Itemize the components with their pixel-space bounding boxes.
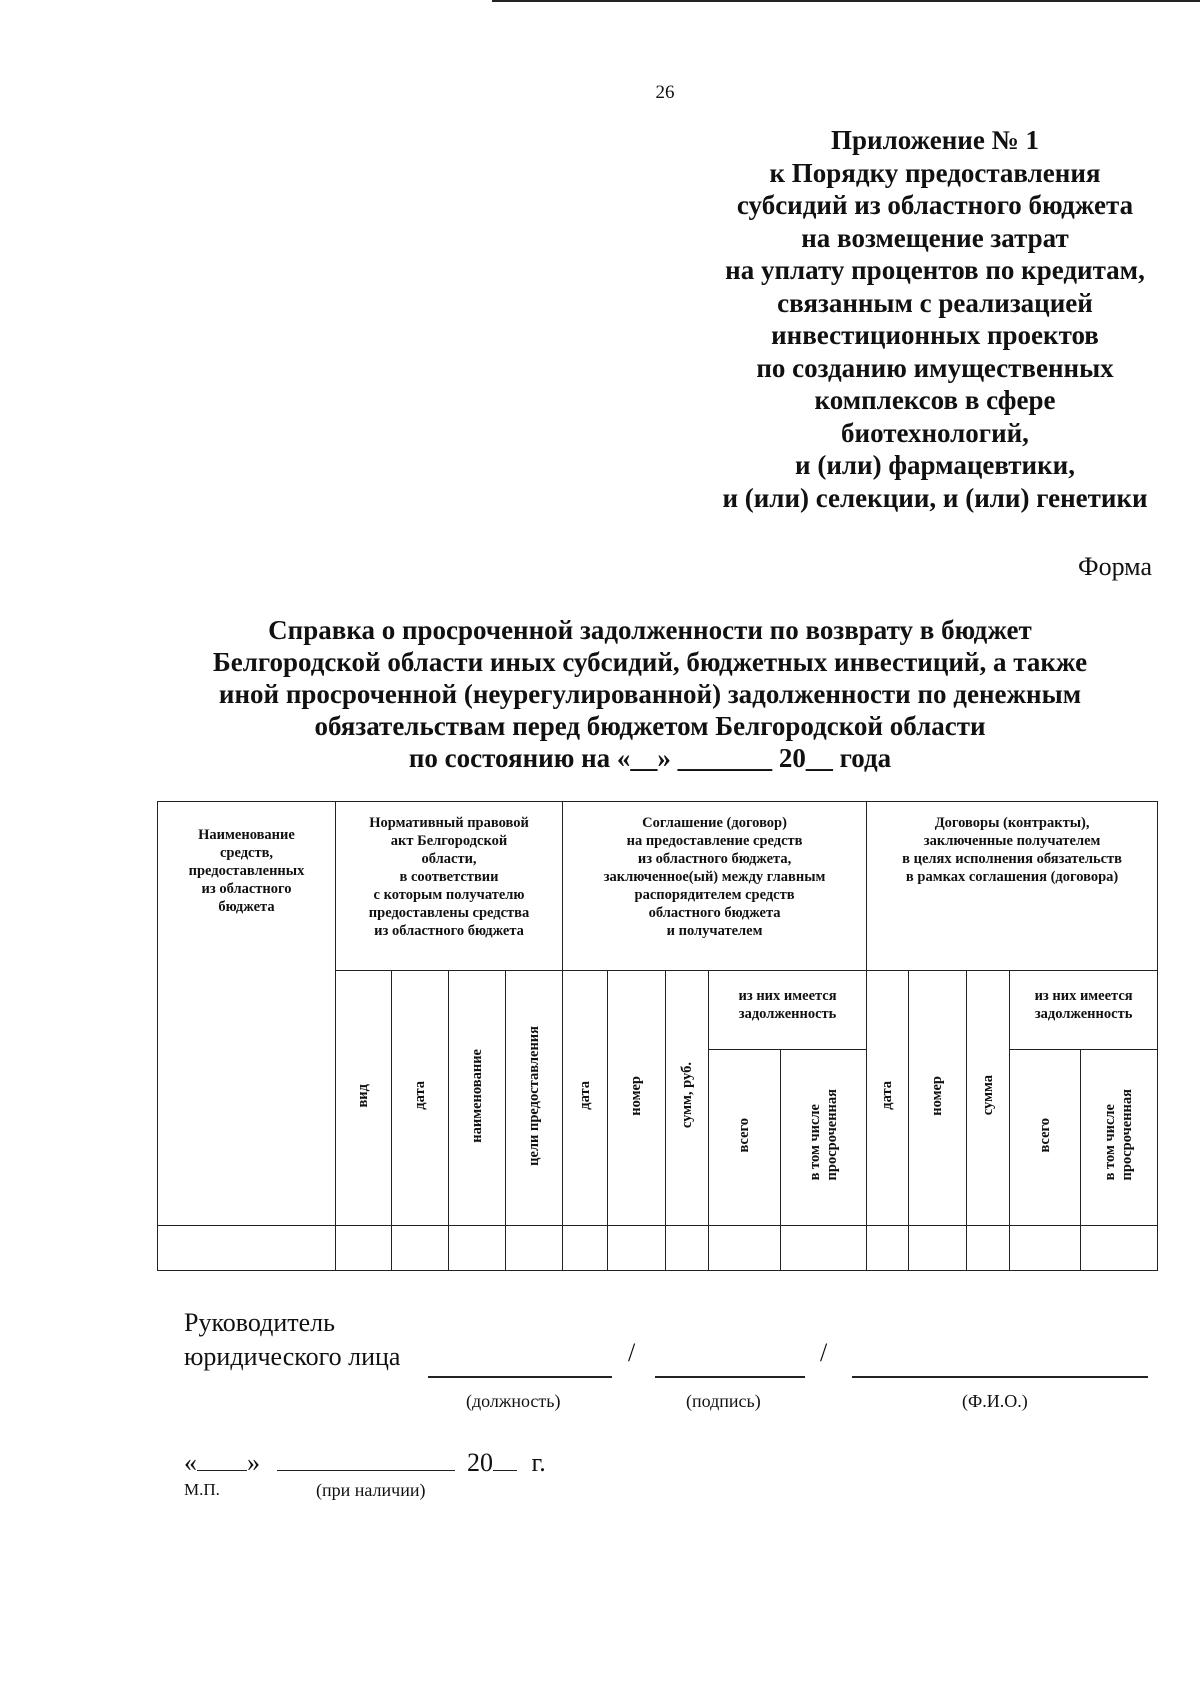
header-text: области, bbox=[421, 851, 477, 867]
day-blank bbox=[197, 1448, 247, 1471]
header-text: бюджета bbox=[218, 899, 275, 915]
table-cell bbox=[506, 1226, 563, 1271]
col-label: вид bbox=[355, 1083, 371, 1108]
title-line: обязательствам перед бюджетом Белгородской области bbox=[314, 711, 986, 741]
col-label: всего bbox=[1036, 1117, 1053, 1153]
header-text: областного бюджета bbox=[648, 905, 781, 921]
appendix-line: комплексов в сфере bbox=[814, 385, 1056, 415]
col-act-name bbox=[449, 971, 506, 1226]
title-line: иной просроченной (неурегулированной) задолженности по денежным bbox=[218, 679, 1082, 709]
header-legal-act bbox=[336, 802, 563, 971]
header-text: предоставлены средства bbox=[368, 905, 530, 921]
header-text: Соглашение (договор) bbox=[642, 815, 787, 831]
col-label: сумма bbox=[979, 1075, 996, 1116]
col-act-type bbox=[336, 971, 392, 1226]
table-cell bbox=[336, 1226, 392, 1271]
appendix-line: биотехнологий, bbox=[841, 417, 1029, 448]
col-agreement-debt-total bbox=[709, 1050, 781, 1226]
header-text: в соответствии bbox=[399, 869, 499, 885]
table-cell bbox=[1010, 1226, 1081, 1271]
month-blank bbox=[277, 1448, 455, 1471]
table-row bbox=[158, 1226, 1158, 1271]
name-line bbox=[852, 1376, 1148, 1378]
table-cell bbox=[867, 1226, 909, 1271]
signatory-line2: юридического лица bbox=[184, 1342, 401, 1371]
caption-name: (Ф.И.О.) bbox=[962, 1391, 1028, 1411]
appendix-line: и (или) фармацевтики, bbox=[795, 450, 1075, 480]
header-text: заключенные получателем bbox=[923, 833, 1101, 849]
header-text: из них имеется bbox=[1034, 988, 1133, 1004]
header-contract-debt bbox=[1010, 971, 1158, 1050]
header-text: и получателем bbox=[666, 923, 763, 939]
col-label: дата bbox=[879, 1081, 896, 1110]
appendix-line: к Порядку предоставления bbox=[769, 157, 1101, 188]
year-prefix: 20 bbox=[467, 1448, 493, 1477]
col-contract-debt-total bbox=[1010, 1050, 1081, 1226]
table-cell bbox=[449, 1226, 506, 1271]
col-label: всего bbox=[736, 1117, 753, 1153]
appendix-line: на уплату процентов по кредитам, bbox=[725, 255, 1145, 285]
col-label: дата bbox=[576, 1081, 593, 1110]
col-label: цели предоставления bbox=[525, 1025, 542, 1166]
table-cell bbox=[909, 1226, 967, 1271]
col-act-date bbox=[392, 971, 449, 1226]
year-suffix: г. bbox=[531, 1448, 546, 1477]
stamp-label: М.П. bbox=[184, 1480, 220, 1499]
header-text: предоставленных bbox=[188, 863, 305, 879]
col-contract-date bbox=[867, 971, 909, 1226]
table-cell bbox=[158, 1226, 336, 1271]
caption-signature: (подпись) bbox=[686, 1391, 761, 1411]
col-contract-number bbox=[909, 971, 967, 1226]
page-number: 26 bbox=[655, 82, 675, 103]
col-agreement-date bbox=[563, 971, 608, 1226]
col-label: в том числе bbox=[1102, 1104, 1119, 1181]
col-label: сумм, руб. bbox=[678, 1062, 695, 1129]
header-agreement bbox=[563, 802, 867, 971]
appendix-line: связанным с реализацией bbox=[777, 287, 1093, 318]
top-rule bbox=[492, 0, 1200, 2]
title-line: по состоянию на «__» _______ 20__ года bbox=[408, 743, 892, 773]
signatory-line1: Руководитель bbox=[184, 1308, 335, 1337]
title-line: Белгородской области иных субсидий, бюджетных инвестиций, а также bbox=[212, 647, 1088, 677]
col-label: номер bbox=[929, 1075, 946, 1116]
appendix-line: на возмещение затрат bbox=[801, 222, 1069, 253]
col-agreement-number bbox=[608, 971, 666, 1226]
header-contracts bbox=[867, 802, 1158, 971]
year-blank bbox=[493, 1448, 517, 1471]
date-line bbox=[184, 1448, 546, 1478]
header-text: из областного бюджета, bbox=[637, 851, 792, 867]
appendix-line: субсидий из областного бюджета bbox=[736, 190, 1134, 220]
col-label: просроченная bbox=[823, 1089, 840, 1181]
header-text: задолженность bbox=[1034, 1006, 1133, 1022]
form-label: Форма bbox=[1078, 552, 1152, 581]
table-cell bbox=[392, 1226, 449, 1271]
col-agreement-debt-overdue bbox=[781, 1050, 867, 1226]
signatory-label bbox=[184, 1306, 400, 1374]
header-text: на предоставление средств bbox=[626, 833, 803, 849]
col-label: в том числе bbox=[806, 1104, 823, 1181]
table-cell bbox=[608, 1226, 666, 1271]
stamp-caption: (при наличии) bbox=[316, 1480, 426, 1500]
appendix-line: инвестиционных проектов bbox=[771, 320, 1099, 350]
header-agreement-debt bbox=[709, 971, 867, 1050]
separator-slash: / bbox=[820, 1338, 828, 1367]
col-contract-debt-overdue bbox=[1081, 1050, 1158, 1226]
col-label: просроченная bbox=[1119, 1089, 1136, 1181]
open-quote: « bbox=[184, 1448, 197, 1477]
header-text: задолженность bbox=[738, 1006, 837, 1022]
header-text: в рамках соглашения (договора) bbox=[905, 869, 1119, 885]
table-cell bbox=[967, 1226, 1010, 1271]
caption-position: (должность) bbox=[466, 1391, 561, 1411]
header-text: Наименование bbox=[198, 827, 295, 843]
document-title bbox=[150, 614, 1150, 774]
header-text: в целях исполнения обязательств bbox=[902, 851, 1123, 867]
signature-line bbox=[655, 1376, 805, 1378]
col-label: номер bbox=[628, 1075, 645, 1116]
table-cell bbox=[666, 1226, 709, 1271]
close-quote: » bbox=[247, 1448, 260, 1477]
col-label: наименование bbox=[468, 1048, 485, 1143]
table-cell bbox=[563, 1226, 608, 1271]
header-funds-name bbox=[158, 802, 336, 1226]
header-text: средств, bbox=[219, 845, 274, 861]
col-contract-sum bbox=[967, 971, 1010, 1226]
appendix-line: по созданию имущественных bbox=[756, 352, 1114, 383]
header-text: Нормативный правовой bbox=[369, 815, 529, 831]
appendix-line: и (или) селекции, и (или) генетики bbox=[722, 482, 1148, 513]
appendix-heading bbox=[690, 124, 1180, 514]
appendix-line: Приложение № 1 bbox=[831, 125, 1039, 155]
header-text: из областного bbox=[201, 881, 292, 897]
header-text: из них имеется bbox=[738, 988, 837, 1004]
header-text: распорядителем средств bbox=[634, 887, 795, 903]
header-text: заключенное(ый) между главным bbox=[603, 869, 826, 885]
header-text: из областного бюджета bbox=[374, 923, 524, 939]
position-line bbox=[428, 1376, 612, 1378]
debt-form-table bbox=[157, 801, 1158, 1271]
col-agreement-sum bbox=[666, 971, 709, 1226]
col-label: дата bbox=[411, 1081, 428, 1110]
header-text: с которым получателю bbox=[373, 887, 525, 903]
title-line: Справка о просроченной задолженности по возврату в бюджет bbox=[268, 615, 1032, 645]
header-text: Договоры (контракты), bbox=[934, 815, 1090, 831]
header-text: акт Белгородской bbox=[390, 833, 508, 849]
separator-slash: / bbox=[628, 1338, 636, 1367]
table-cell bbox=[709, 1226, 781, 1271]
col-act-purpose bbox=[506, 971, 563, 1226]
table-cell bbox=[1081, 1226, 1158, 1271]
table-cell bbox=[781, 1226, 867, 1271]
